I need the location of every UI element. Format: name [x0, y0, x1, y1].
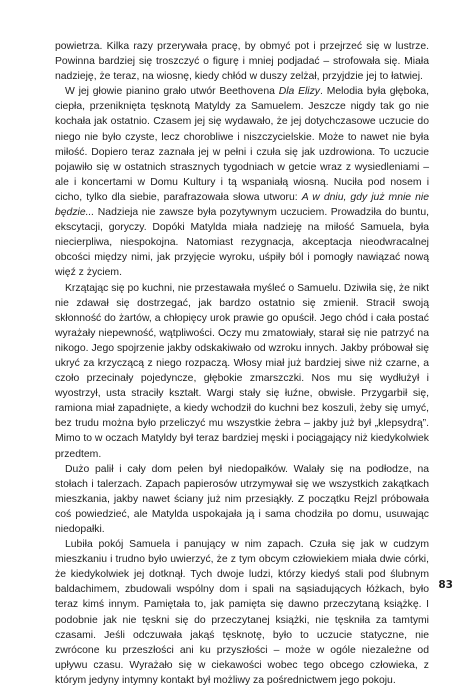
paragraph-2-quote-italic: A w dniu, gdy już mnie nie będzie... [55, 191, 429, 219]
paragraph-4-text: Dużo palił i cały dom pełen był niedopałków. Walały się na podłodze, na stołach i talerzach. Zapach papierosów utrzymywał się we wszystkich zakątkach mieszkania, jakby nawet ściany już nim przesiąkły. Z początku Rejzl próbowała coś powiedzieć, ale Matylda uspokajała ją i sama chodziła po domu, usuwając niedopałki. [55, 463, 429, 535]
paragraph-2 [55, 84, 429, 280]
paragraph-2-text-a: W jej głowie pianino grało utwór Beethovena [65, 86, 279, 98]
paragraph-2-text-c: Nadzieja nie zawsze była pozytywnym uczuciem. Prowadziła do buntu, ekscytacji, goryczy. Dopóki Matylda miała nadzieję na miłość Samuela, była niecierpliwa, niespokojna. Natomiast rezygnacja, akceptacja nieodwracalnej obcości między nimi, jak przyjęcie wyroku, uśpiły ból i pomogły nawiązać nową więź z życiem. [55, 207, 429, 279]
paragraph-3-text: Krzątając się po kuchni, nie przestawała myśleć o Samuelu. Dziwiła się, że nikt nie zdawał się dostrzegać, jak bardzo ostatnio się zmienił. Stracił swoją skłonność do żartów, a chłopięcy urok prawie go opuścił. Jego chód i cała postać wyrażały niepewność, wątpliwości. Oczy mu zmatowiały, starał się nie patrzyć na nikogo. Jego spojrzenie jakby odskakiwało od wzroku innych. Jakby próbował się ukryć za krzyczącą z niego rozpaczą. Włosy miał już bardziej siwe niż czarne, a czoło przecinały pojedyncze, głębokie zmarszczki. Nos mu się wydłużył i wyostrzył, usta straciły kształt. Wargi stały się łuźne, obwisłe. Przygarbił się, ramiona miał zapadnięte, a kiedy wchodził do kuchni bez koszuli, żeby się umyć, bez trudu można było przeliczyć mu wszystkie żebra – jakby już był „klepsydrą”. Mimo to w oczach Matyldy był teraz bardziej męski i pociągający niż kiedykolwiek przedtem. [55, 282, 429, 460]
paragraph-4 [55, 462, 429, 537]
body-text [55, 39, 429, 688]
paragraph-1 [55, 39, 429, 84]
paragraph-5-text: Lubiła pokój Samuela i panujący w nim zapach. Czuła się jak w cudzym mieszkaniu i trudno było uwierzyć, że z tym obcym człowiekiem miała dwie córki, że kiedykolwiek jej dotknął. Tych dwoje ludzi, którzy kiedyś stali pod ślubnym baldachimem, zbudowali wspólny dom i spali na sąsiadujących łóżkach, było teraz kimś innym. Pamiętała to, jak pamięta się dawno przeczytaną książkę. I podobnie jak nie tęskni się do przeczytanej książki, nie tęskniła za tamtymi czasami. Jeśli odczuwała jakąś tęsknotę, było to uczucie statyczne, nie zwrócone ku przeszłości ani ku przyszłości – może w ogóle niezależne od upływu czasu. Wyrażało się w ciekawości wobec tego obcego człowieka, z którym jedyny intymny kontakt był możliwy za pośrednictwem jego pokoju. [55, 539, 429, 686]
paragraph-1-text: powietrza. Kilka razy przerywała pracę, by obmyć pot i przejrzeć się w lustrze. Powinna bardziej się troszczyć o figurę i mniej podjadać – strofowała się. Miała nadzieję, że teraz, na wiosnę, kiedy chłód w duszy zelżał, przyjdzie jej to łatwiej. [55, 41, 429, 83]
paragraph-5 [55, 537, 429, 688]
paragraph-3 [55, 281, 429, 462]
paragraph-2-text-b: . Melodia była głęboka, ciepła, przeniknięta tęsknotą Matyldy za Samuelem. Jeszcze nigdy tak go nie kochała jak ostatnio. Czasem jej się wydawało, że jej dotychczasowe uczucie do niego nie było czyste, lecz chorobliwe i niszczycielskie. Może to nawet nie była miłość. Dopiero teraz zaznała jej w pełni i czuła się jak uzdrowiona. To uczucie pojawiło się w ostatnich strasznych tygodniach w getcie wraz z wysiedleniami – ale i koncertami w Domu Kultury i tą wspaniałą wiosną. Nuciła pod nosem i cicho, tylko dla siebie, parafrazowała słowa utworu: [55, 86, 430, 203]
page-number: 83 [438, 579, 453, 591]
paragraph-2-title-italic: Dla Elizy [278, 86, 321, 98]
